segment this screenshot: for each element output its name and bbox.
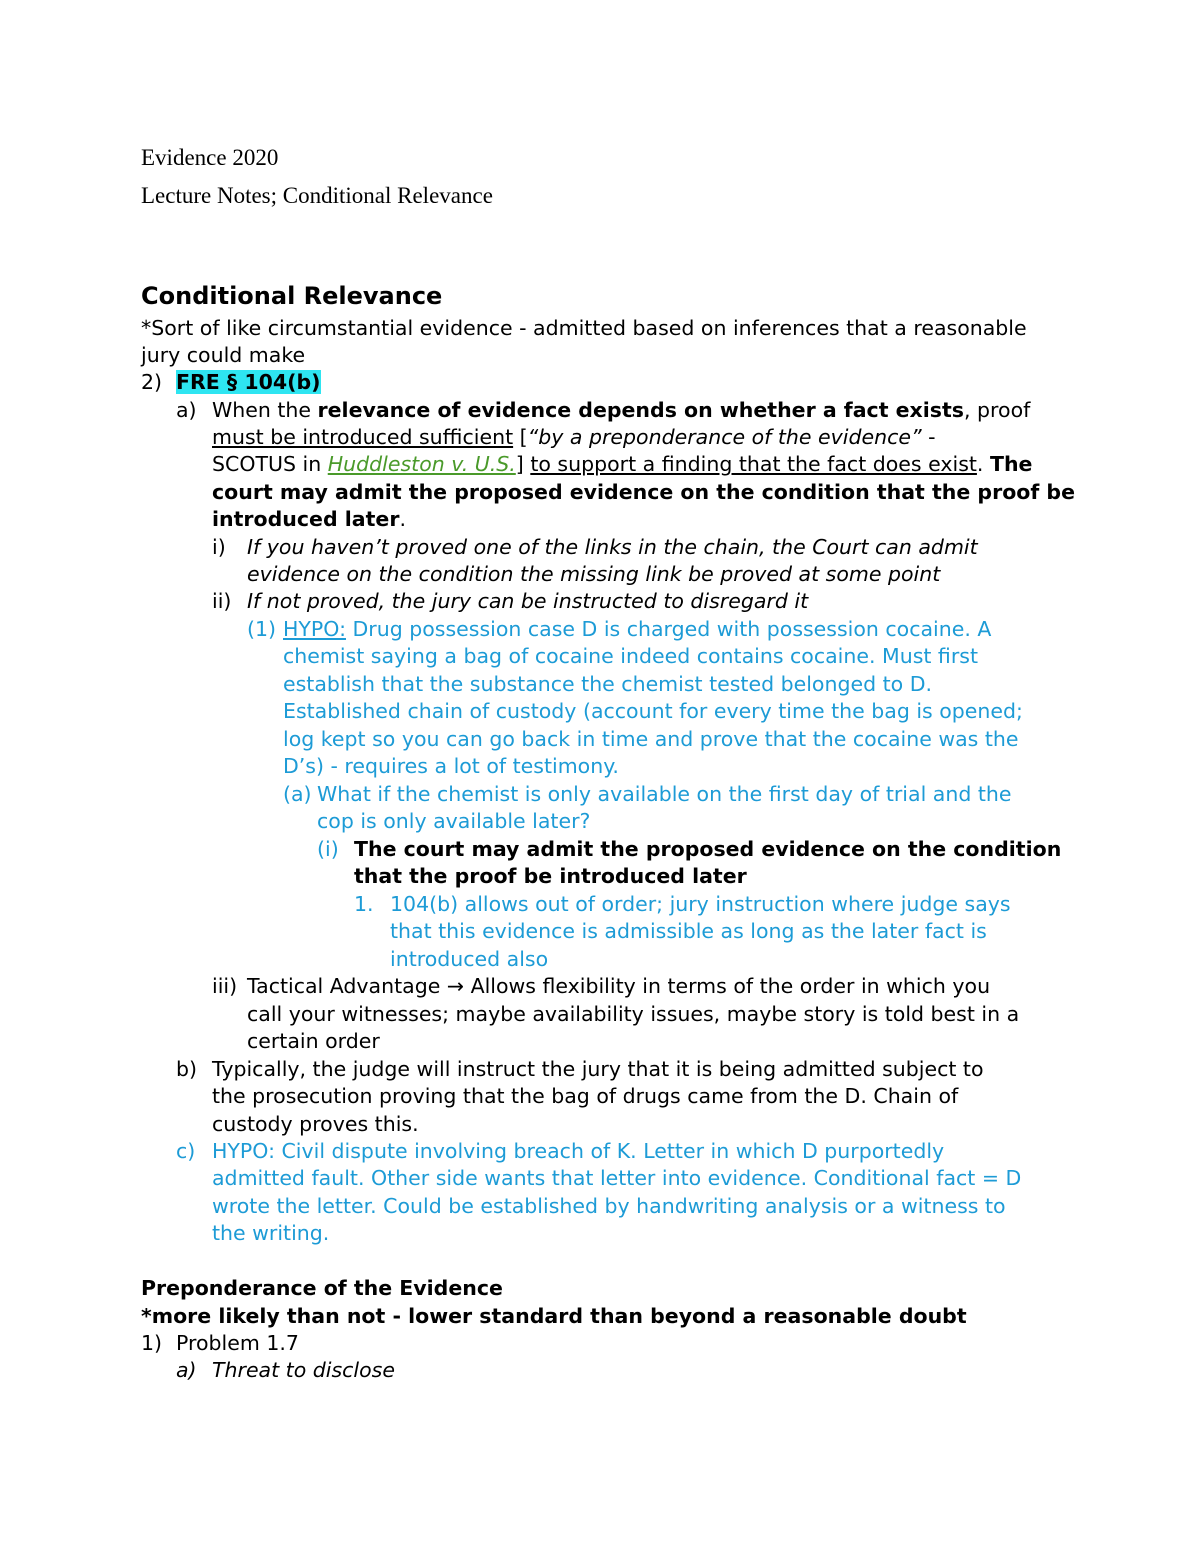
sub-i-marker: (i) xyxy=(317,837,339,861)
item-iii-marker: iii) xyxy=(212,974,238,998)
text-run: . xyxy=(399,507,406,531)
hypo-1-line-5: log kept so you can go back in time and prove that the cocaine was the xyxy=(283,727,1019,751)
item-c-line-4: the writing. xyxy=(212,1221,330,1245)
numbered-1-line-1: 104(b) allows out of order; jury instruction where judge says xyxy=(390,892,1011,916)
numbered-1-line-3: introduced also xyxy=(390,947,549,971)
section-heading-conditional-relevance: Conditional Relevance xyxy=(141,282,443,310)
highlighted-rule: FRE § 104(b) xyxy=(176,370,321,394)
text-run: [ xyxy=(513,425,528,449)
numbered-1-line-2: that this evidence is admissible as long as the later fact is xyxy=(390,919,987,943)
course-title: Evidence 2020 xyxy=(141,145,279,170)
hypo-label: HYPO: xyxy=(283,617,346,641)
hypo-1-line-2: chemist saying a bag of cocaine indeed contains cocaine. Must first xyxy=(283,644,978,668)
underlined-run: must be introduced sufficient xyxy=(212,425,514,449)
item-a-marker: a) xyxy=(176,398,197,422)
item-a-line-1 xyxy=(212,397,1030,424)
sub-a-line-2: cop is only available later? xyxy=(317,809,591,833)
text-run: Allows flexibility in terms of the order in which you xyxy=(464,974,991,998)
item-i-line-2: evidence on the condition the missing link be proved at some point xyxy=(247,562,941,586)
problem-item-marker: 1) xyxy=(141,1331,163,1355)
text-run: Tactical Advantage xyxy=(247,974,447,998)
item-c-line-1: HYPO: Civil dispute involving breach of K. Letter in which D purportedly xyxy=(212,1139,945,1163)
item-2-marker: 2) xyxy=(141,370,163,394)
text-run: SCOTUS in xyxy=(212,452,328,476)
text-run: ] xyxy=(515,452,531,476)
numbered-1-marker: 1. xyxy=(354,892,374,916)
italic-run: “by a preponderance of the evidence” xyxy=(527,425,922,449)
hypo-1-line-1 xyxy=(283,616,991,643)
item-iii-line-3: certain order xyxy=(247,1029,380,1053)
hypo-1-line-3: establish that the substance the chemist tested belonged to D. xyxy=(283,672,933,696)
item-c-line-2: admitted fault. Other side wants that letter into evidence. Conditional fact = D xyxy=(212,1166,1022,1190)
intro-line-2: jury could make xyxy=(141,343,306,367)
text-run: - xyxy=(921,425,936,449)
item-b-line-1: Typically, the judge will instruct the jury that it is being admitted subject to xyxy=(212,1057,984,1081)
case-link[interactable]: Huddleston v. U.S. xyxy=(327,452,516,476)
item-b-marker: b) xyxy=(176,1057,198,1081)
arrow-icon: → xyxy=(446,974,465,998)
item-ii-marker: ii) xyxy=(212,589,232,613)
problem-sub-a-marker: a) xyxy=(176,1358,197,1382)
sub-a-line-1: What if the chemist is only available on the first day of trial and the xyxy=(317,782,1012,806)
lecture-subtitle: Lecture Notes; Conditional Relevance xyxy=(141,183,493,208)
item-i-line-1: If you haven’t proved one of the links in the chain, the Court can admit xyxy=(247,535,978,559)
hypo-1-line-4: Established chain of custody (account for every time the bag is opened; xyxy=(283,699,1023,723)
sub-i-line-1: The court may admit the proposed evidence on the condition xyxy=(354,837,1062,861)
preponderance-intro: *more likely than not - lower standard than beyond a reasonable doubt xyxy=(141,1304,967,1328)
text-run: , proof xyxy=(964,398,1031,422)
item-iii-line-2: call your witnesses; maybe availability issues, maybe story is told best in a xyxy=(247,1002,1020,1026)
item-a-line-4: court may admit the proposed evidence on the condition that the proof be xyxy=(212,480,1076,504)
text-run: When the xyxy=(212,398,318,422)
sub-i-line-2: that the proof be introduced later xyxy=(354,864,747,888)
item-a-line-3 xyxy=(212,451,1032,478)
item-iii-line-1 xyxy=(247,973,990,1000)
item-i-marker: i) xyxy=(212,535,226,559)
bold-run: introduced later xyxy=(212,507,400,531)
problem-sub-a-label: Threat to disclose xyxy=(212,1358,395,1382)
item-2-label xyxy=(176,369,321,396)
item-b-line-2: the prosecution proving that the bag of drugs came from the D. Chain of xyxy=(212,1084,959,1108)
text-run: Drug possession case D is charged with possession cocaine. A xyxy=(345,617,992,641)
underlined-run: to support a finding that the fact does exist xyxy=(530,452,977,476)
hypo-1-marker: (1) xyxy=(247,617,277,641)
sub-a-marker: (a) xyxy=(283,782,312,806)
hypo-1-line-6: D’s) - requires a lot of testimony. xyxy=(283,754,619,778)
item-b-line-3: custody proves this. xyxy=(212,1112,419,1136)
item-c-line-3: wrote the letter. Could be established by handwriting analysis or a witness to xyxy=(212,1194,1006,1218)
text-run: . xyxy=(976,452,990,476)
bold-run: relevance of evidence depends on whether a fact exists xyxy=(317,398,964,422)
problem-item-label: Problem 1.7 xyxy=(176,1331,299,1355)
bold-run: The xyxy=(989,452,1033,476)
item-ii-line-1: If not proved, the jury can be instructed to disregard it xyxy=(247,589,809,613)
intro-line-1: *Sort of like circumstantial evidence - admitted based on inferences that a reasonable xyxy=(141,316,1027,340)
item-a-line-2 xyxy=(212,424,936,451)
section-heading-preponderance: Preponderance of the Evidence xyxy=(141,1276,503,1300)
item-a-line-5 xyxy=(212,506,406,533)
item-c-marker: c) xyxy=(176,1139,196,1163)
